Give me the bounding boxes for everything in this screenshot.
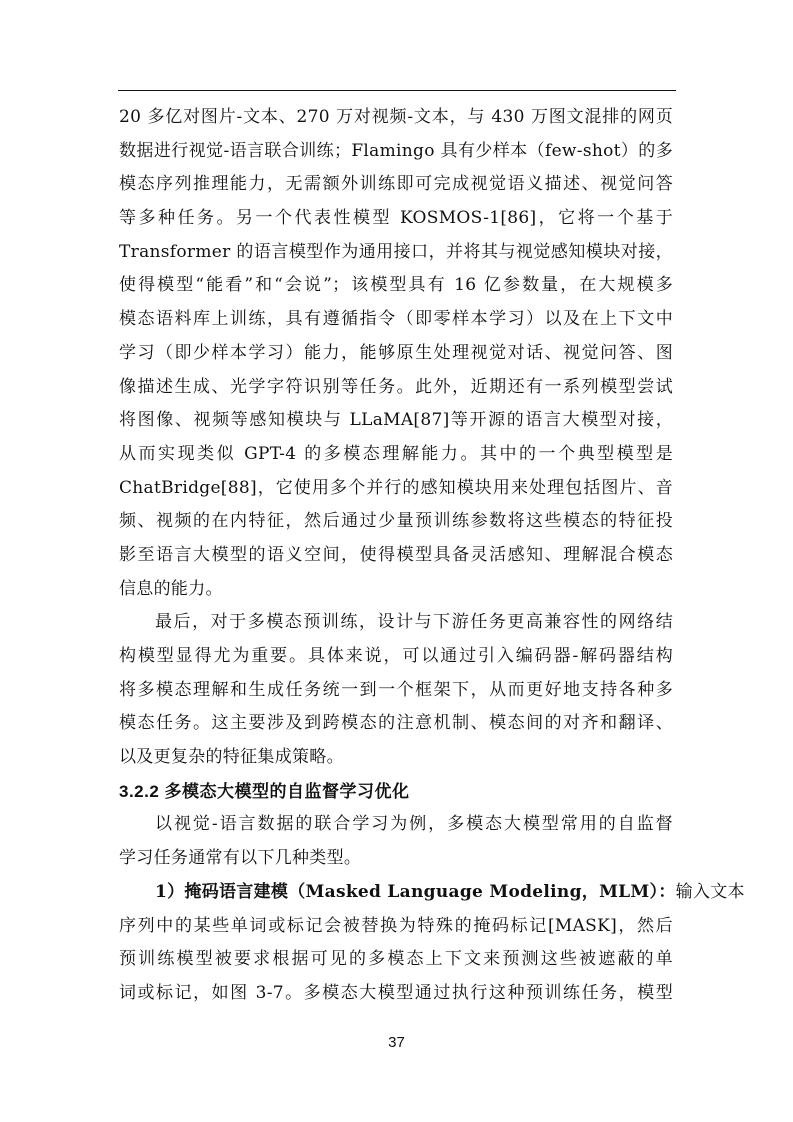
text-line: 学习（即少样本学习）能力，能够原生处理视觉对话、视觉问答、图 — [119, 342, 673, 363]
mlm-term: 1）掩码语言建模（Masked Language Modeling，MLM）： — [155, 881, 676, 902]
text-line: 模态任务。这主要涉及到跨模态的注意机制、模态间的对齐和翻译、 — [119, 713, 673, 734]
text-line: 从而实现类似 GPT-4 的多模态理解能力。其中的一个典型模型是 — [119, 443, 673, 464]
section-heading: 3.2.2 多模态大模型的自监督学习优化 — [119, 781, 410, 801]
text-line: 构模型显得尤为重要。具体来说，可以通过引入编码器-解码器结构 — [119, 646, 673, 666]
text-line: 将图像、视频等感知模块与 LLaMA[87]等开源的语言大模型对接， — [119, 410, 673, 431]
paragraph-2 — [119, 606, 673, 774]
text-line: 最后，对于多模态预训练，设计与下游任务更高兼容性的网络结 — [155, 612, 673, 633]
text-line: 模态语料库上训练，具有遵循指令（即零样本学习）以及在上下文中 — [119, 309, 673, 330]
paragraph-3 — [119, 808, 673, 875]
text-span: 输入文本 — [675, 881, 745, 902]
paragraph-1 — [119, 101, 673, 606]
header-rule — [118, 90, 676, 91]
page-body — [119, 101, 745, 1011]
text-line: 像描述生成、光学字符识别等任务。此外，近期还有一系列模型尝试 — [119, 376, 673, 397]
text-line: 预训练模型被要求根据可见的多模态上下文来预测这些被遮蔽的单 — [119, 949, 673, 970]
text-line — [119, 876, 745, 910]
text-line: 数据进行视觉-语言联合训练；Flamingo 具有少样本（few-shot）的多 — [119, 140, 673, 161]
text-line: 将多模态理解和生成任务统一到一个框架下，从而更好地支持各种多 — [119, 679, 673, 700]
text-line: 使得模型“能看”和“会说”；该模型具有 16 亿参数量，在大规模多 — [119, 275, 673, 296]
text-line: 等多种任务。另一个代表性模型 KOSMOS-1[86]，它将一个基于 — [119, 208, 673, 229]
text-line: 信息的能力。 — [119, 578, 223, 599]
text-line: 词或标记，如图 3-7。多模态大模型通过执行这种预训练任务，模型 — [119, 982, 673, 1003]
text-line: 学习任务通常有以下几种类型。 — [119, 848, 362, 869]
text-line: 频、视频的在内特征，然后通过少量预训练参数将这些模态的特征投 — [119, 511, 673, 532]
text-line: 影至语言大模型的语义空间，使得模型具备灵活感知、理解混合模态 — [119, 544, 673, 565]
text-line: Transformer 的语言模型作为通用接口，并将其与视觉感知模块对接， — [119, 241, 673, 262]
text-line: 20 多亿对图片-文本、270 万对视频-文本，与 430 万图文混排的网页 — [119, 107, 673, 127]
page-number: 37 — [388, 1034, 405, 1051]
text-line: 模态序列推理能力，无需额外训练即可完成视觉语义描述、视觉问答 — [119, 174, 673, 195]
text-line: 以及更复杂的特征集成策略。 — [119, 747, 344, 768]
text-line: ChatBridge[88]，它使用多个并行的感知模块用来处理包括图片、音 — [119, 477, 673, 498]
paragraph-4 — [119, 876, 745, 1011]
text-line: 以视觉-语言数据的联合学习为例，多模态大模型常用的自监督 — [155, 814, 673, 835]
text-line: 序列中的某些单词或标记会被替换为特殊的掩码标记[MASK]，然后 — [119, 915, 673, 936]
